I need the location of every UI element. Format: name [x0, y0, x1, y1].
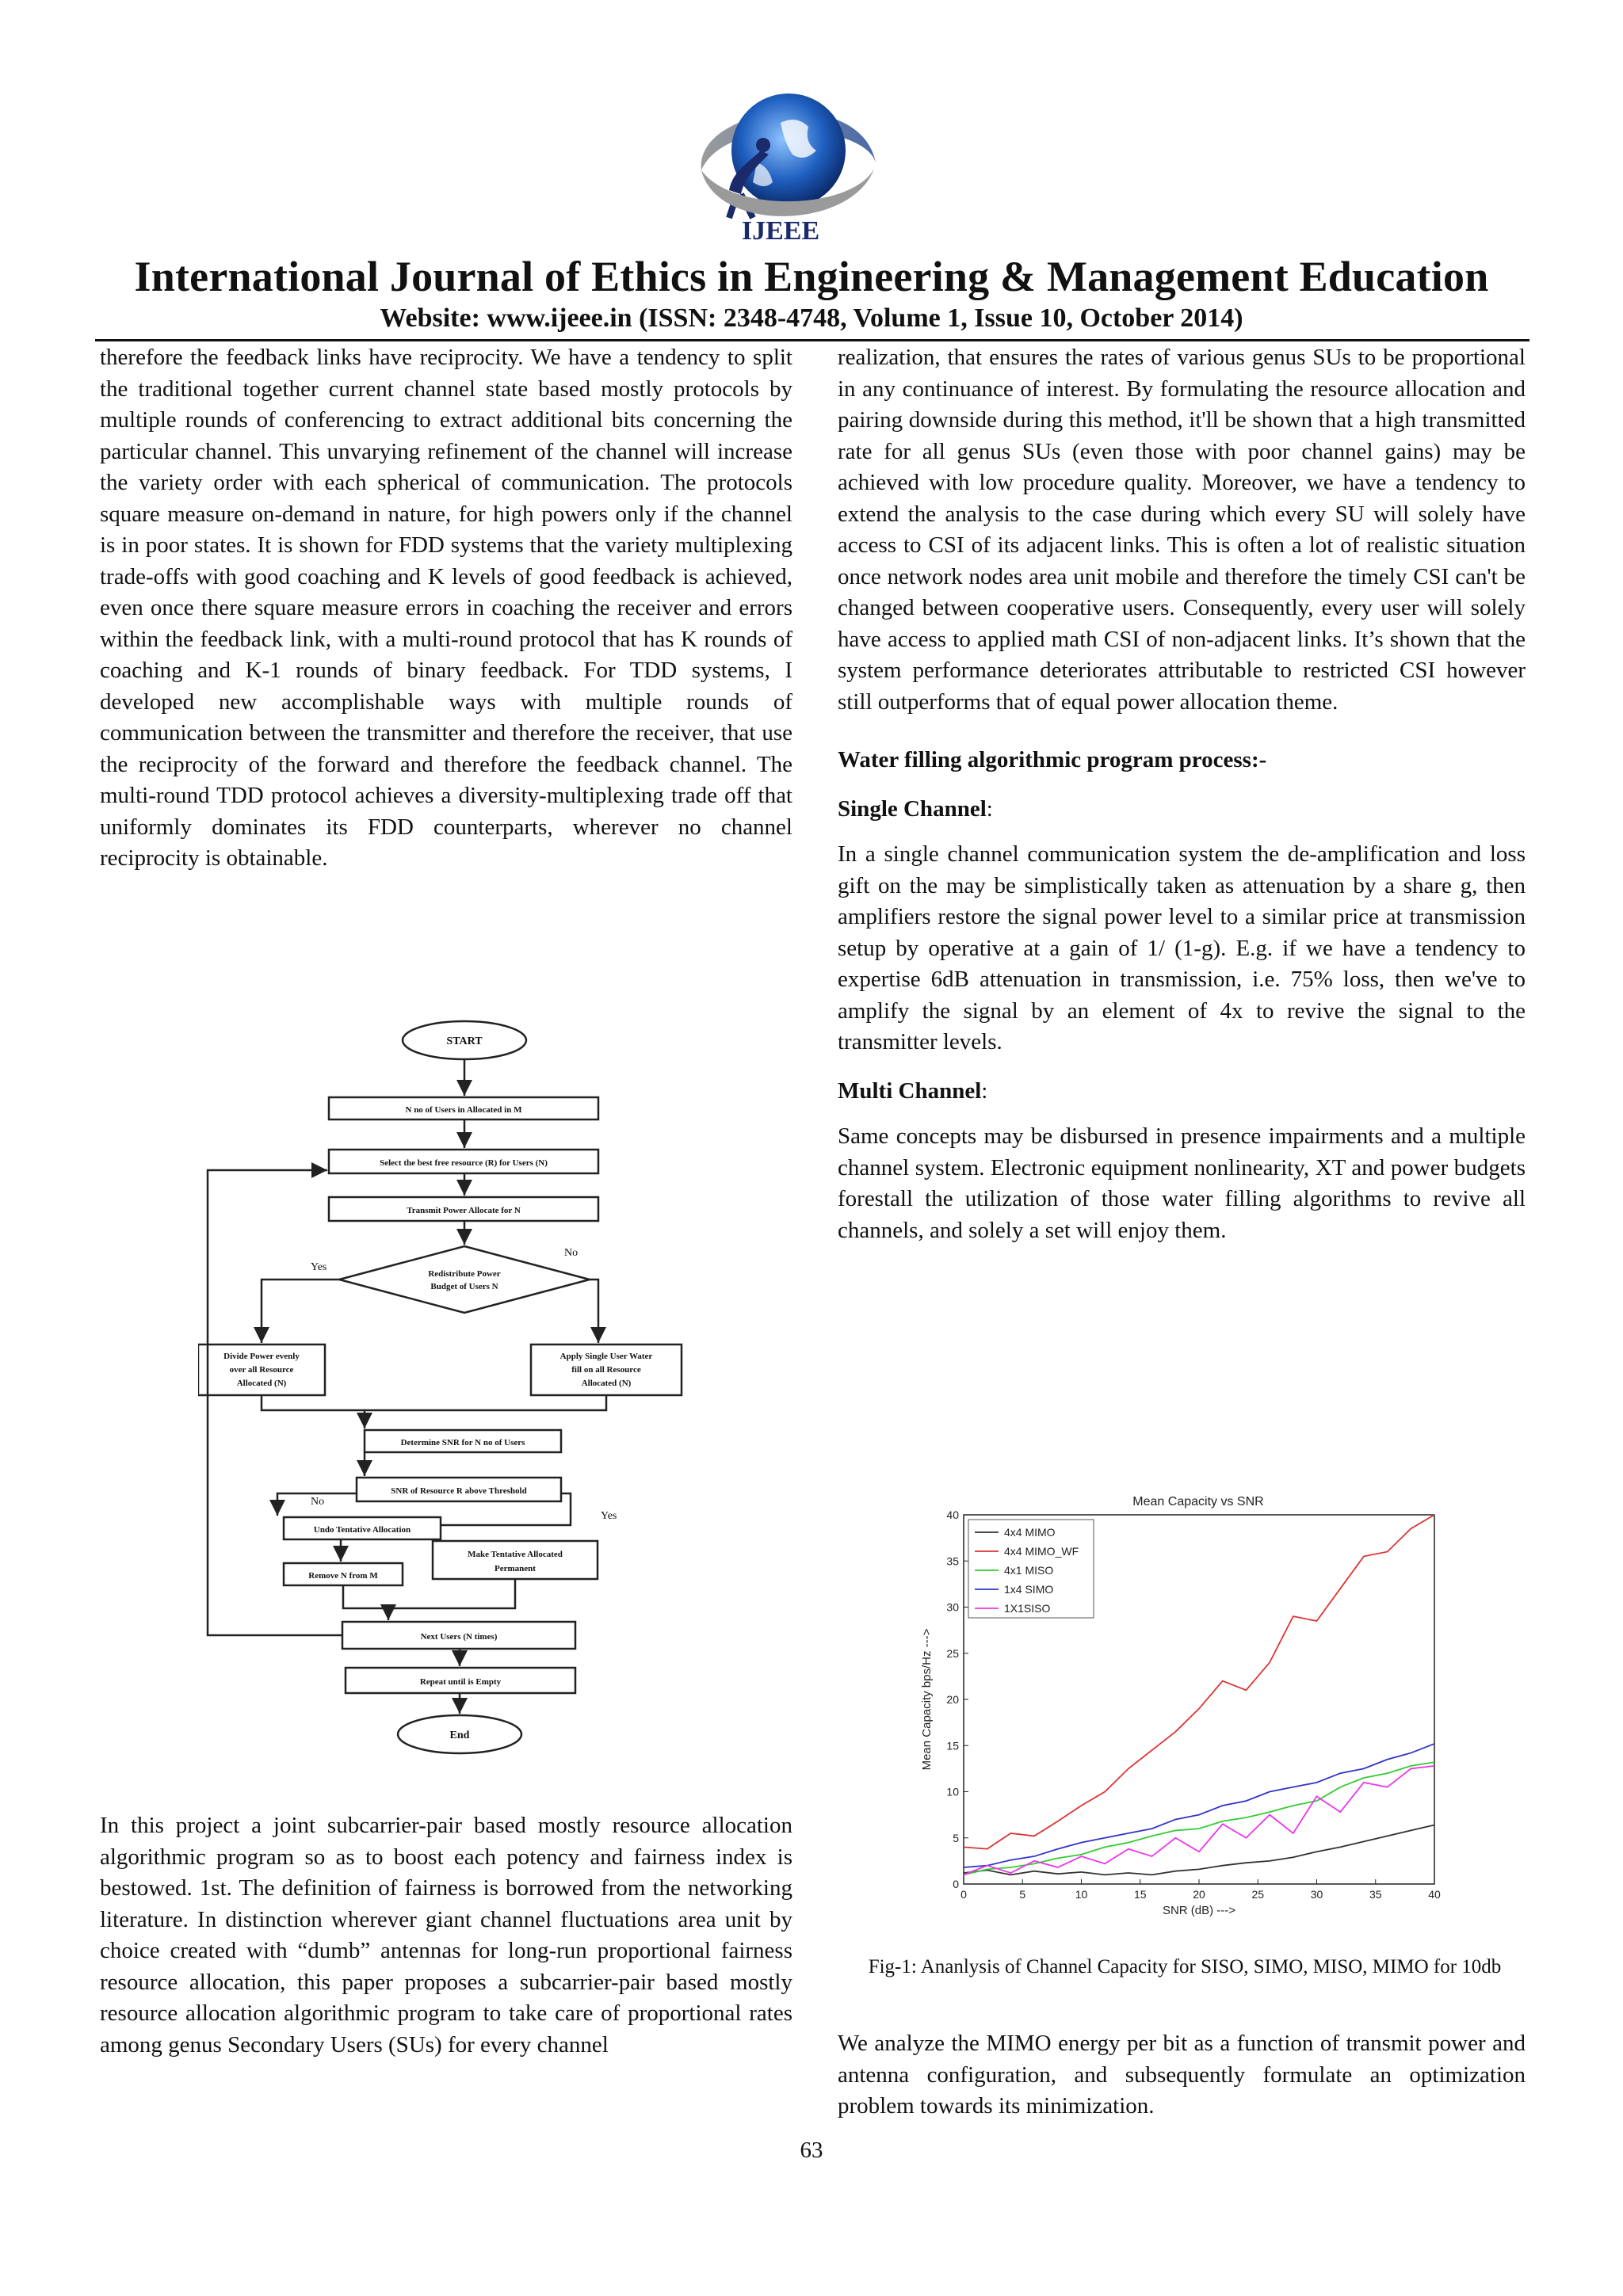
left-column-top — [100, 342, 792, 875]
journal-logo — [662, 75, 899, 246]
heading-water-filling-suffix: :- — [1251, 747, 1267, 772]
left-paragraph-2: In this project a joint subcarrier-pair based mostly resource allocation algorithmic program so as to boost each potency and fairness index is bestowed. 1st. The definition of fairness is borrowed from the networking literature. In distinction wherever giant channel fluctuations area unit by choice created with “dumb” antennas for long-run proportional fairness resource allocation, this paper proposes a subcarrier-pair based mostly resource allocation algorithmic program to take care of proportional rates among genus Secondary Users (SUs) for every channel — [100, 1813, 792, 2058]
chart-xtick-label: 30 — [1310, 1888, 1323, 1901]
chart-legend-label: 4x4 MIMO_WF — [1004, 1545, 1079, 1558]
left-column-bottom — [100, 1810, 792, 2061]
fc-decision-line2: Budget of Users N — [430, 1282, 498, 1291]
right-paragraph-1: realization, that ensures the rates of various genus SUs to be proportional in any continuance of interest. By formulating the resource allocation and pairing downside during this method, it'll be shown that a high transmitted rate for all genus SUs (even those with poor channel gains) may be achieved with low procedure quality. Moreover, we have a tendency to extend the analysis to the case during which every SU will solely have access to CSI of its adjacent links. This is often a lot of realistic situation once network nodes area unit mobile and therefore the timely CSI can't be changed between cooperative users. Consequently, every user will solely have access to applied math CSI of non-adjacent links. It’s shown that the system performance deteriorates attributable to restricted CSI however still outperforms that of equal power allocation theme. — [838, 345, 1526, 715]
fc-divide-line1: Divide Power evenly — [223, 1352, 300, 1361]
chart-ytick-label: 30 — [946, 1600, 959, 1614]
fc-water-line2: fill on all Resource — [571, 1365, 641, 1375]
heading-multi-channel-suffix: : — [981, 1077, 988, 1104]
chart-legend-label: 4x1 MISO — [1004, 1564, 1054, 1577]
fc-water-line3: Allocated (N) — [581, 1379, 632, 1388]
chart-xtick-label: 40 — [1428, 1888, 1441, 1901]
fc-decision-redistribute — [339, 1246, 590, 1313]
fc-step-allocate-users-label: N no of Users in Allocated in M — [405, 1105, 522, 1115]
chart-xtick-label: 35 — [1369, 1888, 1382, 1901]
left-paragraph-1: therefore the feedback links have reciprocity. We have a tendency to split the traditional together current channel state based mostly protocols by multiple rounds of conferencing to extract additional bits concerning the particular channel. This unvarying refinement of the channel will increase the variety order with each spherical of communication. The protocols square measure on-demand in nature, for high powers only if the channel is in poor states. It is shown for FDD systems that the variety multiplexing trade-offs with good coaching and K levels of good feedback is achieved, even once there square measure errors in coaching the receiver and errors within the feedback link, with a multi-round protocol that has K rounds of coaching and K-1 rounds of binary feedback. For TDD systems, I developed new accomplishable ways with multiple rounds of communication between the transmitter and therefore the receiver, that use the reciprocity of the forward and therefore the feedback channel. The multi-round TDD protocol achieves a diversity-multiplexing trade off that uniformly dominates its FDD counterparts, wherever no channel reciprocity is obtainable. — [100, 345, 792, 871]
heading-multi-channel-text: Multi Channel — [838, 1077, 982, 1104]
fc-remove-label: Remove N from M — [308, 1571, 378, 1581]
fc-step-transmit-power-label: Transmit Power Allocate for N — [407, 1206, 521, 1215]
chart-legend-label: 4x4 MIMO — [1004, 1526, 1056, 1539]
fc-divide-line2: over all Resource — [229, 1365, 294, 1375]
fc-repeat-label: Repeat until is Empty — [419, 1677, 502, 1687]
journal-website-issn: Website: www.ijeee.in (ISSN: 2348-4748, Volume 1, Issue 10, October 2014) — [380, 303, 1243, 333]
fc-no-label-2: No — [311, 1496, 325, 1508]
fc-next-users-label: Next Users (N times) — [420, 1632, 498, 1642]
fc-snr-threshold-label: SNR of Resource R above Threshold — [391, 1486, 527, 1496]
chart-ytick-label: 10 — [946, 1785, 959, 1798]
fc-decision-line1: Redistribute Power — [428, 1269, 501, 1279]
figure-caption: Fig-1: Ananlysis of Channel Capacity for SISO, SIMO, MISO, MIMO for 10db — [868, 1956, 1502, 1978]
chart-xlabel: SNR (dB) ---> — [1162, 1904, 1236, 1917]
heading-multi-channel — [838, 1076, 1526, 1108]
journal-title: International Journal of Ethics in Engineering & Management Education — [134, 253, 1489, 300]
capacity-chart — [903, 1489, 1458, 1933]
fc-determine-snr-label: Determine SNR for N no of Users — [400, 1438, 525, 1447]
chart-xtick-label: 0 — [960, 1888, 967, 1901]
fc-start-label: START — [446, 1035, 483, 1047]
right-paragraph-4 — [838, 2028, 1526, 2122]
logo-text: IJEEE — [741, 216, 820, 246]
fc-divide-line3: Allocated (N) — [236, 1379, 287, 1388]
right-paragraph-3: Same concepts may be disbursed in presence impairments and a multiple channel system. Electronic equipment nonlinearity, XT and power budgets forestall the utilization of those water filling algorithms to revive all channels, and solely a set will enjoy them. — [838, 1123, 1526, 1243]
chart-ytick-label: 0 — [953, 1878, 959, 1890]
fc-undo-label: Undo Tentative Allocation — [313, 1525, 411, 1535]
right-column — [838, 342, 1526, 1246]
chart-ytick-label: 25 — [946, 1646, 959, 1660]
chart-legend-label: 1x4 SIMO — [1004, 1583, 1054, 1596]
fc-no-label-1: No — [564, 1247, 579, 1259]
page-number: 63 — [800, 2138, 823, 2163]
chart-ytick-label: 5 — [953, 1831, 959, 1844]
heading-single-channel-suffix: : — [986, 795, 993, 822]
chart-ylabel: Mean Capacity bps/Hz ---> — [920, 1628, 934, 1771]
chart-ytick-label: 20 — [946, 1693, 959, 1706]
chart-ytick-label: 40 — [946, 1508, 959, 1521]
heading-water-filling — [838, 745, 1526, 776]
fc-yes-label-2: Yes — [601, 1510, 617, 1522]
heading-water-filling-text: Water filling algorithmic program process — [838, 747, 1251, 772]
chart-xtick-label: 15 — [1133, 1888, 1147, 1901]
chart-xtick-label: 10 — [1075, 1888, 1088, 1901]
chart-xtick-label: 5 — [1019, 1888, 1026, 1901]
chart-xtick-label: 20 — [1193, 1888, 1205, 1901]
heading-single-channel — [838, 794, 1526, 826]
chart-ytick-label: 35 — [946, 1554, 959, 1568]
fc-make-line1: Make Tentative Allocated — [468, 1550, 563, 1559]
fc-water-line1: Apply Single User Water — [559, 1352, 653, 1361]
right-paragraph-2: In a single channel communication system the de-amplification and loss gift on the may be simplistically taken as attenuation by a share g, then amplifiers restore the signal power level to a similar price at transmission setup by operative at a gain of 1/ (1-g). E.g. if we have a tendency to expertise 6dB attenuation in transmission, i.e. 75% loss, then we've to amplify the signal by an element of 4x to revive the signal to the transmitter levels. — [838, 841, 1526, 1055]
fc-make-line2: Permanent — [495, 1564, 536, 1573]
fc-yes-label-1: Yes — [311, 1261, 327, 1273]
chart-legend-label: 1X1SISO — [1004, 1602, 1051, 1615]
fc-end-label: End — [449, 1730, 470, 1741]
heading-single-channel-text: Single Channel — [838, 795, 987, 822]
fc-step-select-resource-label: Select the best free resource (R) for Users (N) — [380, 1158, 548, 1168]
resource-allocation-flowchart — [198, 1018, 800, 1763]
chart-ytick-label: 15 — [946, 1739, 959, 1753]
right-paragraph-4-text: We analyze the MIMO energy per bit as a function of transmit power and antenna configuration, and subsequently formulate an optimization problem towards its minimization. — [838, 2031, 1526, 2119]
chart-xtick-label: 25 — [1251, 1888, 1265, 1901]
chart-title: Mean Capacity vs SNR — [1132, 1495, 1264, 1508]
header-divider — [95, 339, 1529, 341]
